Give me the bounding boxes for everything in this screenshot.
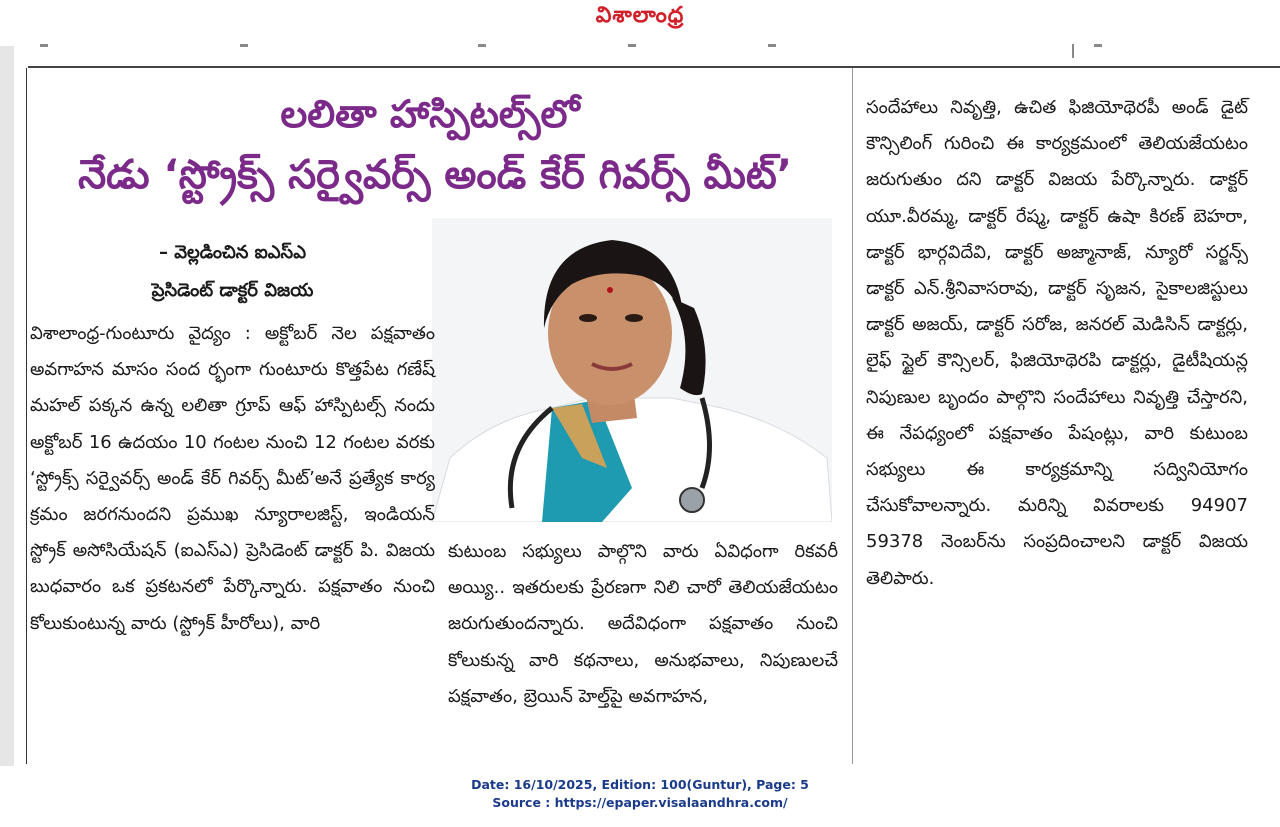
column-3-text: సందేహాలు నివృత్తి, ఉచిత ఫిజియోథెరపీ అండ్ డైట్ కౌన్సిలింగ్ గురించి ఈ కార్యక్రమంలో తెలియజేయటం జరుగుతుం దని డాక్టర్ విజయ పేర్కొన్నారు. డాక్టర్ యూ.వీరమ్మ, డాక్టర్ రేష్మ, డాక్టర్ ఉషా కిరణ్ బెహరా, డాక్టర్ భార్గవిదేవి, డాక్టర్ అజ్మానాజ్, న్యూరో సర్జన్స్ డాక్టర్ ఎన్.శ్రీనివాసరావు, డాక్టర్ సృజన, సైకాలజిస్టులు డాక్టర్ అజయ్, డాక్టర్ సరోజ, జనరల్ మెడిసిన్ డాక్టర్లు, లైఫ్ స్టైల్ కౌన్సిలర్, ఫిజియోథెరపి డాక్టర్లు, డైటీషియన్ల నిపుణుల బృందం పాల్గొని సందేహాలు నివృత్తి చేస్తారని, ఈ నేపధ్యంలో పక్షవాతం పేషంట్లు, వారి కుటుంబ సభ్యులు ఈ కార్యక్రమాన్ని సద్వినియోగం చేసుకోవాలన్నారు. మరిన్ని వివరాలకు 94907 59378 నెంబర్‌ను సంప్రదించాలని డాక్టర్ విజయ తెలిపారు. [866, 97, 1248, 589]
left-column-rule [26, 68, 27, 764]
headline-line-2: నేడు ‘స్ట్రోక్స్ సర్వైవర్స్ అండ్ కేర్ గివర్స్ మీట్’ [78, 152, 792, 198]
viewer-left-edge [0, 46, 14, 766]
masthead [0, 0, 1280, 32]
byline-line-2: ప్రెసిడెంట్ డాక్టర్ విజయ [151, 280, 314, 301]
article-column-3 [866, 90, 1248, 597]
edition-info: Date: 16/10/2025, Edition: 100(Guntur), Page: 5 [471, 777, 809, 792]
previous-article-remnant [28, 44, 1280, 52]
column-2-text: కుటుంబ సభ్యులు పాల్గొని వారు ఏవిధంగా రికవరీ అయ్యి.. ఇతరులకు ప్రేరణగా నిలి చారో తెలియజేయటం జరుగుతుందన్నారు. అదేవిధంగా పక్షవాతం నుంచి కోలుకున్న వారి కథనాలు, అనుభవాలు, నిపుణులచే పక్షవాతం, బ్రెయిన్ హెల్త్‌పై అవగాహన, [448, 541, 838, 707]
article-column-2 [448, 534, 838, 715]
clipping-footer [0, 776, 1280, 812]
source-link[interactable]: Source : https://epaper.visalaandhra.com/ [492, 795, 788, 810]
column-1-text: విశాలాంధ్ర-గుంటూరు వైద్యం : అక్టోబర్ నెల పక్షవాతం అవగాహన మాసం సంద ర్భంగా గుంటూరు కొత్తపేట గణేష్ మహల్ పక్కన ఉన్న లలితా గ్రూప్ ఆఫ్ హాస్పిటల్స్ నందు అక్టోబర్ 16 ఉదయం 10 గంటల నుంచి 12 గంటల వరకు ‘స్ట్రోక్స్ సర్వైవర్స్ అండ్ కేర్ గివర్స్ మీట్’అనే ప్రత్యేక కార్య క్రమం జరగనుందని ప్రముఖ న్యూరాలజిస్ట్, ఇండియన్ స్ట్రోక్ అసోసియేషన్ (ఐఎస్ఎ) ప్రెసిడెంట్ డాక్టర్ పి. విజయ బుధవారం ఒక ప్రకటనలో పేర్కొన్నారు. పక్షవాతం నుంచి కోలుకుంటున్న వారు (స్ట్రోక్ హీరోలు), వారి [30, 323, 435, 634]
byline-line-1: – వెల్లడించిన ఐఎస్ఎ [158, 242, 306, 263]
doctor-portrait-photo [432, 218, 832, 522]
right-column-rule [852, 68, 853, 764]
masthead-logo: విశాలాంధ్ర [595, 2, 685, 28]
top-rule [28, 66, 1280, 68]
article-column-1 [30, 316, 435, 642]
headline-line-1: లలితా హాస్పిటల్స్‌లో [280, 92, 580, 136]
